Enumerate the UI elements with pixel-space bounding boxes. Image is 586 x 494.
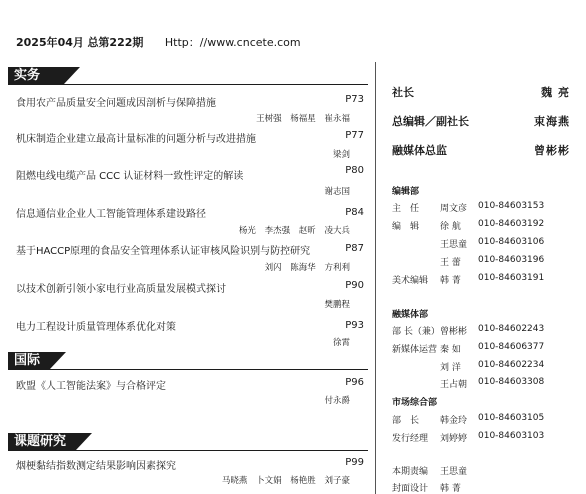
- staff-role: 新媒体运营: [392, 345, 438, 355]
- masthead-name: 曾彬彬: [534, 144, 570, 157]
- article-authors: 樊鹏程: [324, 300, 350, 310]
- staff-phone: 010-84602234: [478, 360, 545, 370]
- staff-name: 韩金玲: [440, 416, 468, 426]
- masthead-name: 魏 亮: [541, 86, 570, 99]
- staff-name: 王 蕾: [440, 258, 461, 268]
- credit-name: 韩 菁: [440, 484, 461, 494]
- staff-phone: 010-84603192: [478, 219, 545, 229]
- staff-name: 刘 洋: [440, 363, 461, 373]
- staff-role: 主 任: [392, 204, 420, 214]
- article-title[interactable]: 阻燃电线电缆产品 CCC 认证材料一致性评定的解读: [16, 171, 244, 182]
- section-rule: [8, 450, 368, 451]
- article-page: P80: [345, 165, 364, 176]
- section-rule: [8, 84, 368, 85]
- department-title: 编辑部: [392, 187, 420, 197]
- staff-role: 部 长（兼）: [392, 327, 440, 337]
- article-page: P77: [345, 130, 364, 141]
- article-title[interactable]: 机床制造企业建立最高计量标准的问题分析与改进措施: [16, 134, 256, 145]
- section-title: 课题研究: [14, 434, 67, 449]
- staff-name: 周文彦: [440, 204, 468, 214]
- staff-name: 王占朝: [440, 380, 468, 390]
- staff-role: 部 长: [392, 416, 420, 426]
- article-title[interactable]: 欧盟《人工智能法案》与合格评定: [16, 381, 166, 392]
- article-page: P99: [345, 457, 364, 468]
- staff-phone: 010-84602243: [478, 324, 545, 334]
- article-authors: 徐霄: [332, 338, 350, 348]
- staff-phone: 010-84603308: [478, 377, 545, 387]
- staff-phone: 010-84603153: [478, 201, 545, 211]
- staff-name: 徐 航: [440, 222, 461, 232]
- issue-date: 2025年04月: [16, 36, 84, 49]
- staff-phone: 010-84603196: [478, 255, 545, 265]
- masthead-label: 总编辑／副社长: [392, 115, 469, 128]
- issue-header: [16, 34, 301, 50]
- article-title[interactable]: 信息通信业企业人工智能管理体系建设路径: [16, 209, 206, 220]
- staff-name: 曾彬彬: [440, 327, 468, 337]
- section-title: 实务: [14, 68, 41, 83]
- article-authors: 付永爵: [324, 396, 350, 406]
- department-title: 市场综合部: [392, 398, 438, 408]
- staff-phone: 010-84603105: [478, 413, 545, 423]
- article-authors: 梁剑: [332, 150, 350, 160]
- article-authors: 谢志国: [324, 187, 350, 197]
- article-authors: 刘闪 陈海华 方利利: [264, 263, 350, 273]
- issue-number: 总第222期: [87, 36, 144, 49]
- staff-phone: 010-84603103: [478, 431, 545, 441]
- column-divider: [375, 62, 376, 494]
- masthead-label: 社长: [392, 86, 414, 99]
- staff-role: 编 辑: [392, 222, 420, 232]
- masthead-label: 融媒体总监: [392, 144, 447, 157]
- staff-name: 韩 菁: [440, 276, 461, 286]
- masthead-name: 束海燕: [534, 115, 570, 128]
- article-title[interactable]: 基于HACCP原理的食品安全管理体系认证审核风险识别与防控研究: [16, 246, 311, 257]
- article-page: P96: [345, 377, 364, 388]
- staff-name: 秦 如: [440, 345, 461, 355]
- article-title[interactable]: 烟梗黏结指数测定结果影响因素探究: [16, 461, 176, 472]
- article-page: P73: [345, 94, 364, 105]
- section-rule: [8, 369, 368, 370]
- credit-role: 本期责编: [392, 467, 429, 477]
- section-title: 国际: [14, 353, 41, 368]
- article-page: P87: [345, 243, 364, 254]
- credit-role: 封面设计: [392, 484, 429, 494]
- article-title[interactable]: 以技术创新引领小家电行业高质量发展模式探讨: [16, 284, 226, 295]
- staff-phone: 010-84603191: [478, 273, 545, 283]
- article-title[interactable]: 电力工程设计质量管理体系优化对策: [16, 322, 176, 333]
- staff-name: 王思童: [440, 240, 468, 250]
- staff-phone: 010-84603106: [478, 237, 545, 247]
- department-title: 融媒体部: [392, 310, 429, 320]
- article-authors: 杨光 李杰强 赵昕 凌大兵: [238, 226, 350, 236]
- website-link[interactable]: Http：//www.cncete.com: [164, 36, 301, 49]
- staff-phone: 010-84606377: [478, 342, 545, 352]
- staff-role: 美术编辑: [392, 276, 429, 286]
- staff-name: 刘婷婷: [440, 434, 468, 444]
- article-page: P90: [345, 280, 364, 291]
- article-title[interactable]: 食用农产品质量安全问题成因剖析与保障措施: [16, 98, 216, 109]
- section-banner-research: [8, 433, 76, 450]
- article-authors: 王树强 杨福星 崔永福: [256, 114, 350, 124]
- credit-name: 王思童: [440, 467, 468, 477]
- article-page: P84: [345, 207, 364, 218]
- article-page: P93: [345, 320, 364, 331]
- section-banner-practice: [8, 67, 64, 84]
- article-authors: 马晓燕 卜文娟 杨艳胜 刘子豪: [221, 476, 350, 486]
- section-banner-international: [8, 352, 50, 369]
- staff-role: 发行经理: [392, 434, 429, 444]
